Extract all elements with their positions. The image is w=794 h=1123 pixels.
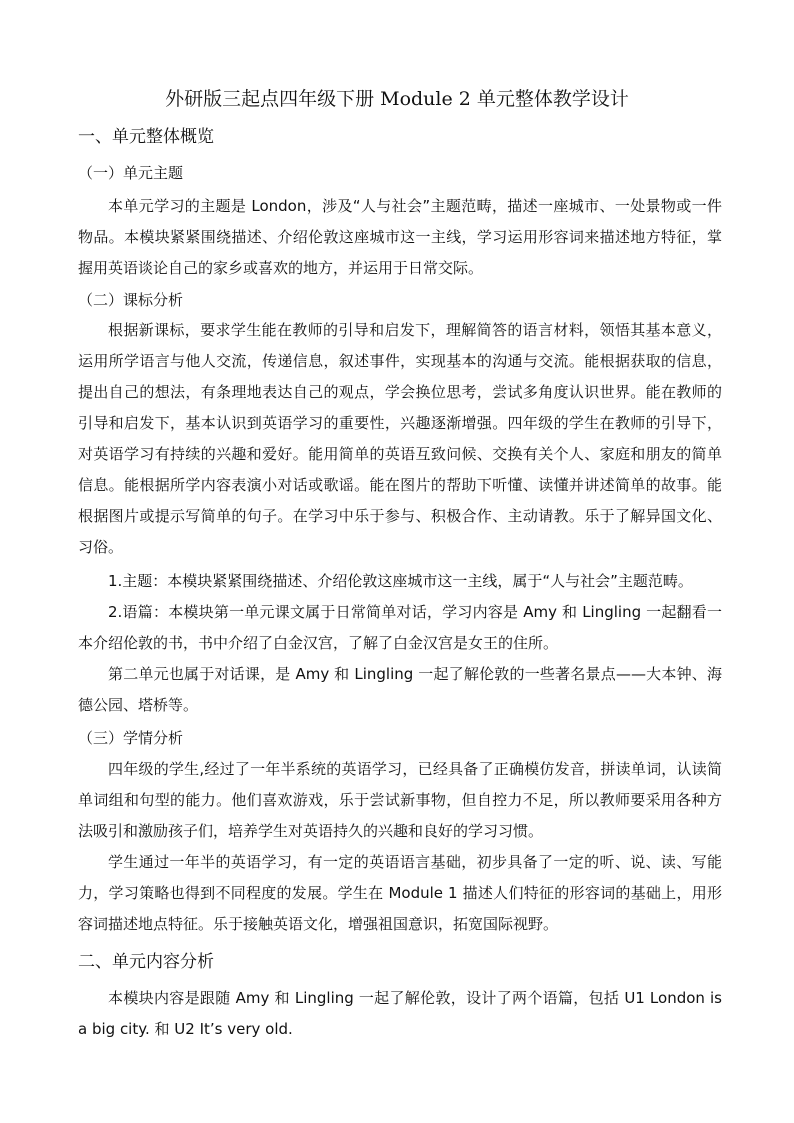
paragraph-learner-1: 四年级的学生,经过了一年半系统的英语学习，已经具备了正确模仿发音，拼读单词，认读简单词组和句型的能力。他们喜欢游戏，乐于尝试新事物，但自控力不足，所以教师要采用各种方法吸引和激励孩子们，培养学生对英语持久的兴趣和良好的学习习惯。: [78, 760, 722, 840]
paragraph-point-theme: 1.主题：本模块紧紧围绕描述、介绍伦敦这座城市这一主线，属于“人与社会”主题范畴。: [108, 572, 693, 590]
section-heading-content: 二、单元内容分析: [78, 952, 214, 972]
subheading-learner-analysis: （三）学情分析: [78, 729, 184, 747]
section-heading-overview: 一、单元整体概览: [78, 127, 214, 147]
paragraph-unit2: 第二单元也属于对话课，是 Amy 和 Lingling 一起了解伦敦的一些著名景点——大本钟、海德公园、塔桥等。: [78, 665, 722, 714]
subheading-standards: （二）课标分析: [78, 291, 184, 309]
subheading-unit-theme: （一）单元主题: [78, 164, 184, 182]
paragraph-point-text: 2.语篇：本模块第一单元课文属于日常简单对话，学习内容是 Amy 和 Lingling 一起翻看一本介绍伦敦的书，书中介绍了白金汉宫，了解了白金汉宫是女王的住所。: [78, 603, 722, 652]
paragraph-learner-2: 学生通过一年半的英语学习，有一定的英语语言基础，初步具备了一定的听、说、读、写能力，学习策略也得到不同程度的发展。学生在 Module 1 描述人们特征的形容词的基础上，用形容词描述地点特征。乐于接触英语文化，增强祖国意识，拓宽国际视野。: [78, 853, 722, 933]
paragraph-content: 本模块内容是跟随 Amy 和 Lingling 一起了解伦敦，设计了两个语篇，包括 U1 London is a big city. 和 U2 It’s very old.: [78, 989, 722, 1038]
document-title: 外研版三起点四年级下册 Module 2 单元整体教学设计: [165, 88, 629, 110]
paragraph-standards: 根据新课标，要求学生能在教师的引导和启发下，理解简答的语言材料，领悟其基本意义，运用所学语言与他人交流，传递信息，叙述事件，实现基本的沟通与交流。能根据获取的信息，提出自己的想法，有条理地表达自己的观点，学会换位思考，尝试多角度认识世界。能在教师的引导和启发下，基本认识到英语学习的重要性，兴趣逐渐增强。四年级的学生在教师的引导下，对英语学习有持续的兴趣和爱好。能用简单的英语互致问候、交换有关个人、家庭和朋友的简单信息。能根据所学内容表演小对话或歌谣。能在图片的帮助下听懂、读懂并讲述简单的故事。能根据图片或提示写简单的句子。在学习中乐于参与、积极合作、主动请教。乐于了解异国文化、习俗。: [78, 321, 722, 556]
paragraph-unit-theme: 本单元学习的主题是 London，涉及“人与社会”主题范畴，描述一座城市、一处景物或一件物品。本模块紧紧围绕描述、介绍伦敦这座城市这一主线，学习运用形容词来描述地方特征，掌握用英语谈论自己的家乡或喜欢的地方，并运用于日常交际。: [78, 197, 722, 277]
